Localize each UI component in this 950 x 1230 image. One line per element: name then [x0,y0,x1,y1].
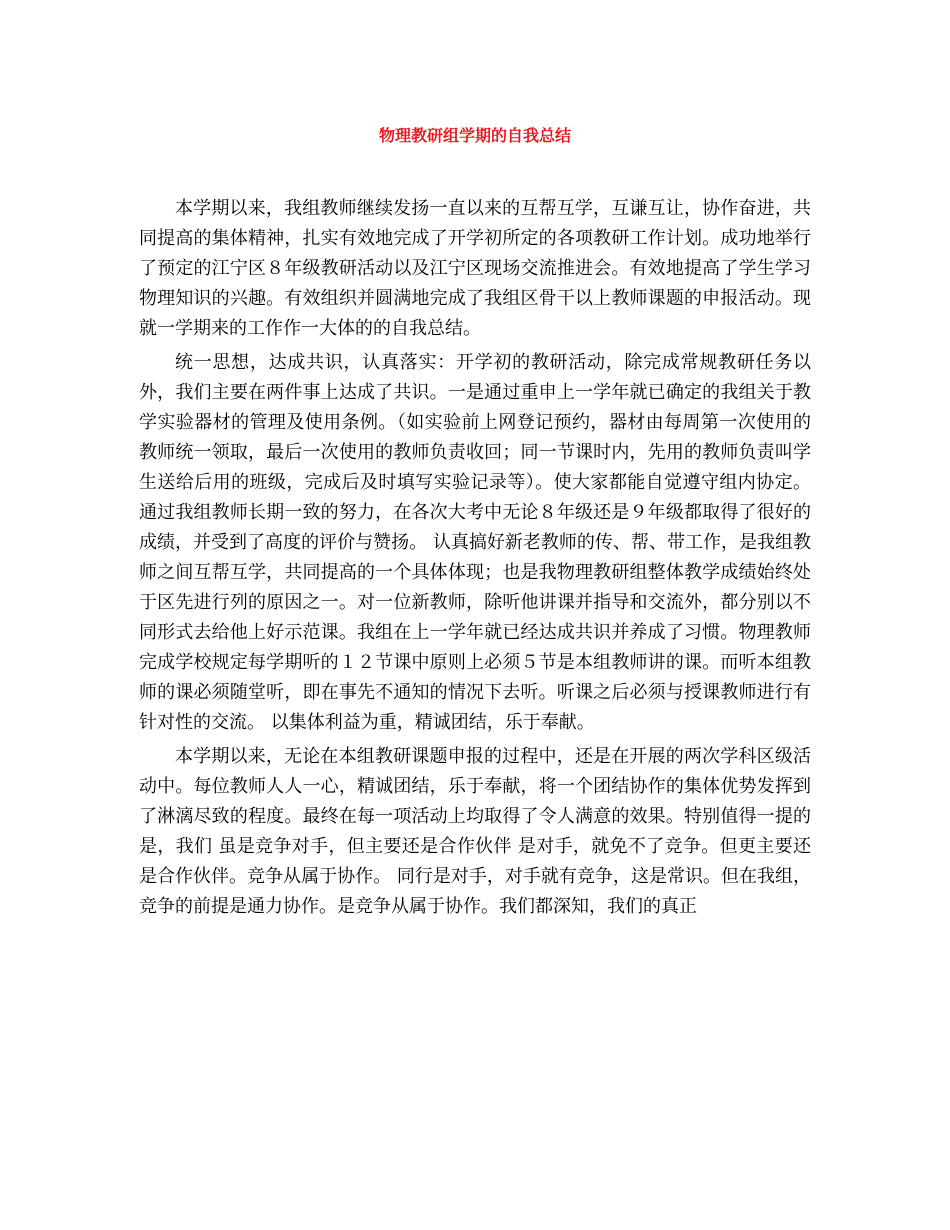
paragraph-cooperation: 本学期以来，无论在本组教研课题申报的过程中，还是在开展的两次学科区级活动中。每位教师人人一心，精诚团结，乐于奉献，将一个团结协作的集体优势发挥到了淋漓尽致的程度。最终在每一项活动上均取得了令人满意的效果。特别值得一提的是，我们 虽是竞争对手，但主要还是合作伙伴 是对手，就免不了竞争。但更主要还是合作伙伴。竞争从属于协作。 同行是对手，对手就有竞争，这是常识。但在我组，竞争的前提是通力协作。是竞争从属于协作。我们都深知，我们的真正 [139,746,811,917]
paragraph-intro: 本学期以来，我组教师继续发扬一直以来的互帮互学，互谦互让，协作奋进，共同提高的集体精神，扎实有效地完成了开学初所定的各项教研工作计划。成功地举行了预定的江宁区８年级教研活动以及江宁区现场交流推进会。有效地提高了学生学习物理知识的兴趣。有效组织并圆满地完成了我组区骨干以上教师课题的申报活动。现就一学期来的工作作一大体的的自我总结。 [139,198,811,339]
document-body [139,194,811,926]
document-title: 物理教研组学期的自我总结 [378,126,571,145]
paragraph-consensus: 统一思想，达成共识，认真落实：开学初的教研活动，除完成常规教研任务以外，我们主要在两件事上达成了共识。一是通过重申上一学年就已确定的我组关于教学实验器材的管理及使用条例。（如实验前上网登记预约，器材由每周第一次使用的教师统一领取，最后一次使用的教师负责收回；同一节课时内，先用的教师负责叫学生送给后用的班级，完成后及时填写实验记录等）。使大家都能自觉遵守组内协定。通过我组教师长期一致的努力，在各次大考中无论８年级还是９年级都取得了很好的成绩，并受到了高度的评价与赞扬。 认真搞好新老教师的传、帮、带工作，是我组教师之间互帮互学，共同提高的一个具体体现；也是我物理教研组整体教学成绩始终处于区先进行列的原因之一。对一位新教师，除听他讲课并指导和交流外，都分别以不同形式去给他上好示范课。我组在上一学年就已经达成共识并养成了习惯。物理教师完成学校规定每学期听的１２节课中原则上必须５节是本组教师讲的课。而听本组教师的课必须随堂听，即在事先不通知的情况下去听。听课之后必须与授课教师进行有针对性的交流。 以集体利益为重，精诚团结，乐于奉献。 [139,352,811,733]
